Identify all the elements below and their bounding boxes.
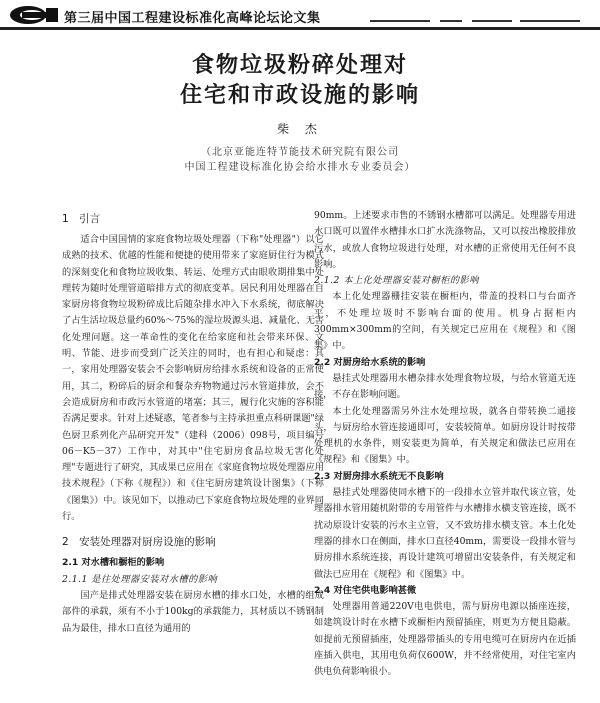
article-title-line-1: 食物垃圾粉碎处理对 [191, 53, 408, 78]
paragraph: 本土化处理器需另外注水处理垃圾，就各自带转换二通接头，与厨房给水管连接通即可，安装较简单。如厨房设计时按带处理机的水条件，则安装更为简单，有关规定和做法已应用在《规程》和《图集》中。 [314, 405, 576, 466]
paragraph: 悬挂式处理器使同水槽下的一段排水立管并取代该立管，处理器排水管用随机附带的专用管件与水槽排水横支管连接，既不扰动原设计安装的污水主立管，又不致坊排水横支管。本土化处理器的排水口在侧面，排水口直径40mm，需要设一段排水管与厨房排水系统连接，再设计建筑可增留出安装条件，有关规定和做法已应用在《规程》和《图集》中。 [314, 487, 576, 580]
section-2-1-1-heading: 2.1.1 是往处理器安装对水槽的影响 [62, 573, 218, 585]
article-title-line-2: 住宅和市政设施的影响 [179, 83, 420, 108]
section-2-2-heading: 2.2 对厨房给水系统的影响 [314, 356, 426, 368]
left-column [62, 208, 324, 637]
paragraph: 适合中国国情的家庭食物垃圾处理器（下称"处理器"）以它成熟的技术、优越的性能和便捷的使用带来了家庭厨住行为模式的深刻变化和食物垃圾收集、转运、处理方式由眼收期排集中处理转为随时处理管道暗排方式的彻底变革。居民利用处理器在自家厨房将食物垃圾粉碎成比后随杂排水冲入下水系统，彻底解决了占生活垃圾总量约60%～75%的湿垃圾源头退、减量化、无害化处理问题。这一革命性的变化在给家庭和社会带来环保、文明、节能、进步而受到广泛关注的同时，也有担心和疑虑：其一，家用处理器安装会不会影响厨房给排水系统和设备的正常使用，其二，粉碎后的厨余和餐杂弃物物通过污水管道排放，会不会造成厨房和市政污水管道的堵塞；其三，履行化灾施的容积能否满足要求。针对上述疑惑，笔者参与主持承担重点科研课题"绿色厨卫系列化产品研究开发"（建科（2006）098号，项目编号06－K5－37）工作中，对其中"住宅厨房食品垃圾无害化处理"专题进行了研究，其成果已应用在《家庭食物垃圾处理器应用技术规程》（下称《规程》）和《住宅厨房建筑设计图集》（下称《图集》）中。该见如下，以推动已下家庭食物垃圾处理的业界同行。 [62, 234, 324, 523]
paragraph: 90mm。上述要求市售的不锈钢水槽都可以满足。处理器专用进水口既可以置伴水槽排水口扩水洗涤物品，又可以按出橡胶排放污水，或放人食物垃圾进行处理，对水槽的正常使用无任何不良影响。 [314, 210, 576, 270]
section-2-4-heading: 2.4 对住宅供电影响甚微 [314, 584, 417, 596]
paragraph: 国产是排式处理器安装在厨房水槽的排水口处，水槽的组成部件的承载，须有不小于100kg的承载能力，其材质以不锈钢制品为最佳，排水口直径为通用的 [62, 589, 324, 634]
section-2-heading: 2 安装处理器对厨房设施的影响 [62, 536, 216, 549]
author-name: 柴 杰 [277, 122, 323, 136]
header-rule-segment [370, 20, 430, 22]
paragraph: 处理器用普通220V电电供电，需与厨房电源以插座连接，如建筑设计时在水槽下或橱柜内预留插座，则更为方便且隐蔽。如提前无预留插座，处理器带插头的专用电缆可在厨房内在近插座插入供电，其用电负荷仅600W，并不经常使用，对住宅室内供电负荷影响很小。 [314, 601, 576, 678]
header-rule-segment [472, 20, 512, 22]
affiliation-line-1: （北京亚能连特节能技术研究院有限公司 [201, 147, 399, 158]
conference-logo-icon [8, 4, 60, 26]
section-2-3-heading: 2.3 对厨房排水系统无不良影响 [314, 470, 444, 482]
proceedings-title: 第三届中国工程建设标准化高峰论坛论文集 [64, 11, 321, 26]
section-1-heading: 1 引言 [62, 213, 101, 225]
affiliation-line-2: 中国工程建设标准化协会给水排水专业委员会） [184, 162, 416, 173]
section-2-1-heading: 2.1 对水槽和橱柜的影响 [62, 557, 165, 569]
section-2-1-2-heading: 2.1.2 本上化处理器安装对橱柜的影响 [314, 275, 479, 287]
paragraph: 本上化处理器栅挂安装在橱柜内，带盖的投料口与台面齐平，不处理垃圾时不影响台面的使用。机身占据柜内300mm×300mm的空间，有关规定已应用在《规程》和《图集》中。 [314, 291, 576, 352]
right-column [314, 208, 576, 681]
paragraph: 悬挂式处理器用水槽杂排水处理食物垃圾，与给水管道无连接，不存在影响问题。 [314, 372, 576, 401]
header-rule [0, 27, 600, 30]
header-rule-segment [440, 20, 462, 22]
running-header [0, 0, 600, 32]
header-rule-segment [520, 20, 580, 22]
